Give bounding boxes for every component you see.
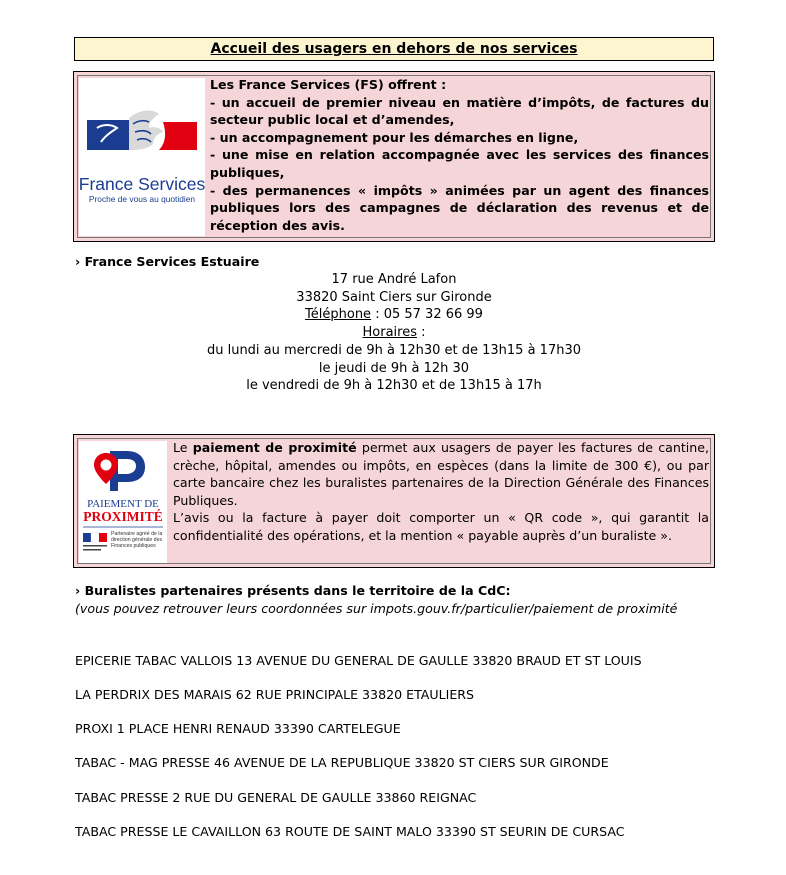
- estuaire-title: › France Services Estuaire: [75, 254, 260, 269]
- phone-value: : 05 57 32 66 99: [371, 307, 483, 323]
- phone-line: [74, 306, 714, 324]
- address-line-2: 33820 Saint Ciers sur Gironde: [296, 289, 492, 305]
- fs-line-mise-en-relation: - une mise en relation accompagnée avec les services des finances publiques,: [210, 147, 709, 180]
- buralistes-title: › Buralistes partenaires présents dans le territoire de la CdC:: [75, 583, 511, 598]
- estuaire-info: [74, 271, 714, 395]
- list-item: TABAC - MAG PRESSE 46 AVENUE DE LA REPUBLIQUE 33820 ST CIERS SUR GIRONDE: [75, 755, 609, 770]
- page-title: Accueil des usagers en dehors de nos services: [210, 41, 578, 57]
- header-banner: [74, 37, 714, 61]
- paiement-proximite-description: [173, 439, 709, 545]
- fs-line-accueil: - un accueil de premier niveau en matière d’impôts, de factures du secteur public local et d’amendes,: [210, 94, 709, 128]
- address-line-1: 17 rue André Lafon: [331, 272, 457, 287]
- france-services-box: [73, 71, 715, 242]
- phone-label: Téléphone: [305, 307, 372, 323]
- france-services-description: [210, 76, 709, 234]
- pp-paragraph-1: [173, 439, 709, 509]
- paiement-proximite-box: [73, 434, 715, 568]
- hours-thu: le jeudi de 9h à 12h 30: [318, 360, 470, 376]
- fs-line-permanences: - des permanences « impôts » animées par un agent des finances publiques lors des campagnes de déclaration des revenus et de réception des avis.: [210, 182, 709, 233]
- paiement-proximite-logo: [79, 441, 167, 563]
- pp-p1-start: Le: [173, 440, 193, 455]
- paiement-proximite-icon: [79, 441, 167, 563]
- marianne-icon: [79, 78, 205, 236]
- hours-mon-wed: du lundi au mercredi de 9h à 12h30 et de 13h15 à 17h30: [206, 342, 582, 358]
- list-item: PROXI 1 PLACE HENRI RENAUD 33390 CARTELEGUE: [75, 721, 401, 736]
- hours-fri: le vendredi de 9h à 12h30 et de 13h15 à 17h: [246, 378, 542, 394]
- list-item: TABAC PRESSE LE CAVAILLON 63 ROUTE DE SAINT MALO 33390 ST SEURIN DE CURSAC: [75, 824, 625, 839]
- logo-text: France Services: [79, 174, 205, 194]
- pp-p1-bold: paiement de proximité: [192, 440, 357, 455]
- list-item: EPICERIE TABAC VALLOIS 13 AVENUE DU GENERAL DE GAULLE 33820 BRAUD ET ST LOUIS: [75, 653, 642, 668]
- logo-line-2: PROXIMITÉ: [83, 509, 163, 524]
- list-item: TABAC PRESSE 2 RUE DU GENERAL DE GAULLE 33860 REIGNAC: [75, 790, 477, 805]
- pp-p1-end: permet aux usagers de payer les factures de cantine, crèche, hôpital, amendes ou impôts, en espèces (dans la limite de 300 €), ou par carte bancaire chez les buralistes partenaires de la Direction Générale des Finances Publiques.: [173, 440, 709, 508]
- list-item: LA PERDRIX DES MARAIS 62 RUE PRINCIPALE 33820 ETAULIERS: [75, 687, 475, 702]
- hours-suffix: :: [416, 325, 426, 341]
- logo-tagline: Proche de vous au quotidien: [88, 194, 196, 204]
- hours-heading: [74, 324, 714, 342]
- pp-paragraph-2: L’avis ou la facture à payer doit comporter un « QR code », qui garantit la confidentialité des opérations, et la mention « payable auprès d’un buraliste ».: [173, 510, 709, 543]
- france-services-logo: [79, 78, 205, 236]
- fs-line-accompagnement: - un accompagnement pour les démarches en ligne,: [210, 129, 579, 145]
- buralistes-subtitle: (vous pouvez retrouver leurs coordonnées sur impots.gouv.fr/particulier/paiement de proximité: [75, 601, 678, 616]
- hours-label: Horaires: [362, 325, 417, 341]
- fs-line-intro: Les France Services (FS) offrent :: [210, 77, 447, 92]
- logo-small-text: Partenaire agréé de la direction générale des Finances publiques: [111, 531, 163, 550]
- logo-line-1: PAIEMENT DE: [87, 498, 159, 510]
